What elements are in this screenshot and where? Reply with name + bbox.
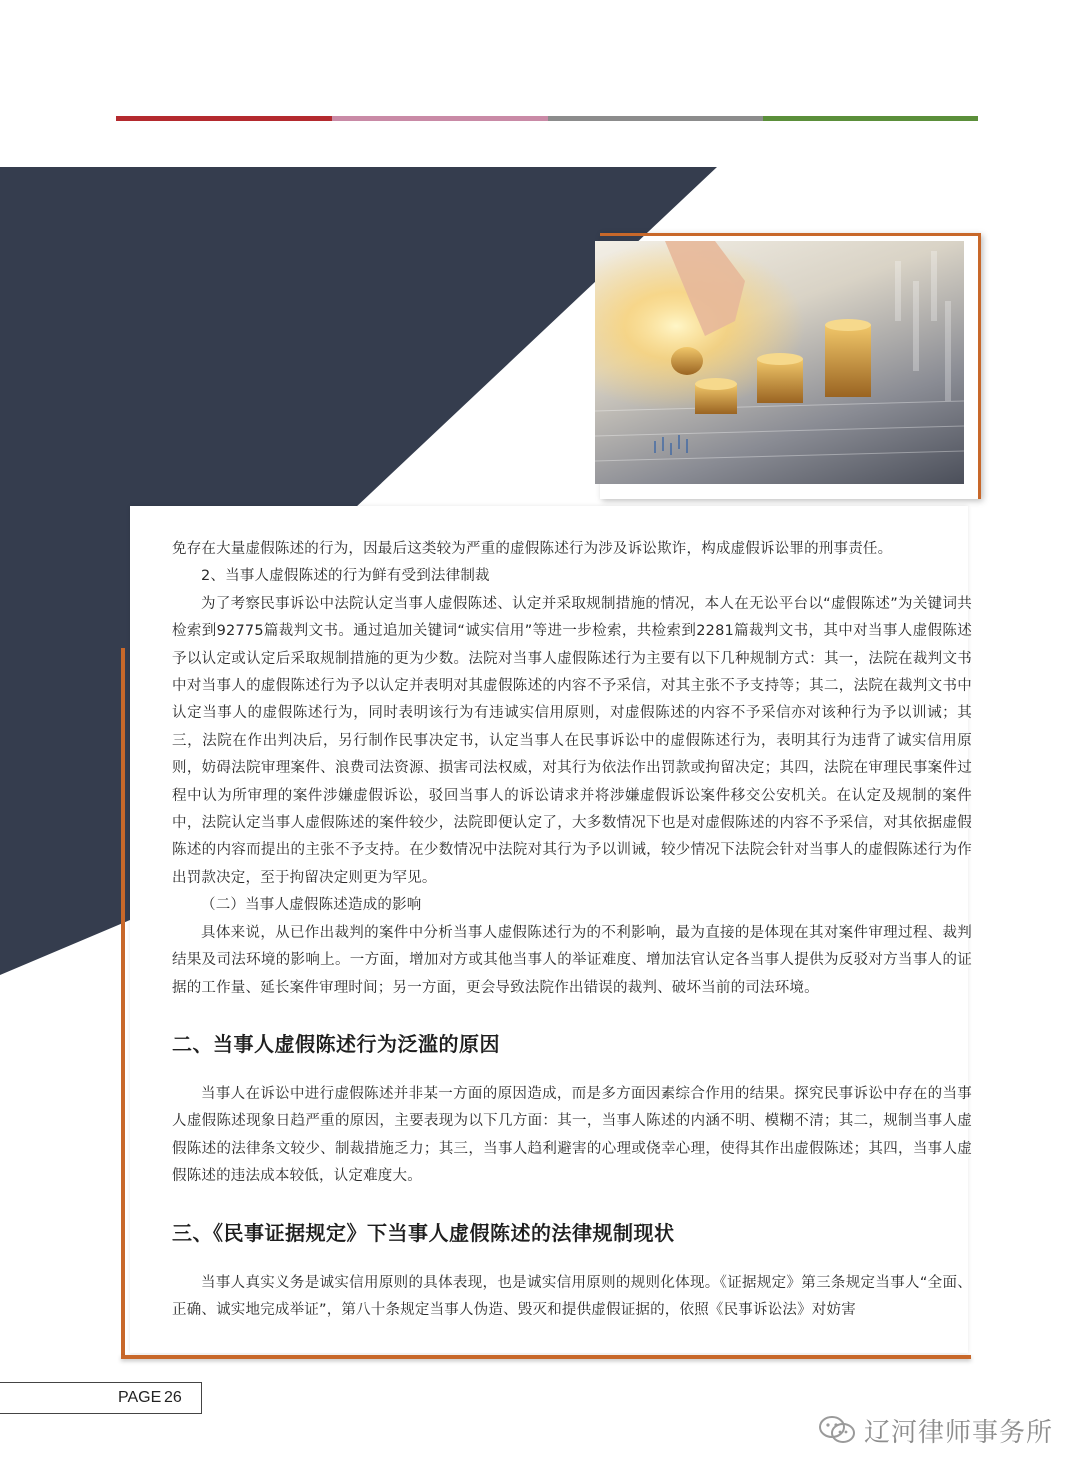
orange-accent-bottom <box>121 1355 971 1359</box>
paragraph-sanctions: 为了考察民事诉讼中法院认定当事人虚假陈述、认定并采取规制措施的情况，本人在无讼平台以“虚假陈述”为关键词共检索到92775篇裁判文书。通过追加关键词“诚实信用”等进一步检索，共检索到2281篇裁判文书，其中对当事人虚假陈述予以认定或认定后采取规制措施的更为少数。法院对当事人虚假陈述行为主要有以下几种规制方式：其一，法院在裁判文书中对当事人的虚假陈述行为予以认定并表明对其虚假陈述的内容不予采信，对其主张不予支持等；其二，法院在裁判文书中认定当事人的虚假陈述行为，同时表明该行为有违诚实信用原则，对虚假陈述的内容不予采信亦对该种行为予以训诫；其三，法院在作出判决后，另行制作民事决定书，认定当事人在民事诉讼中的虚假陈述行为，表明其行为违背了诚实信用原则，妨碍法院审理案件、浪费司法资源、损害司法权威，对其行为依法作出罚款或拘留决定；其四，法院在审理民事案件过程中认为所审理的案件涉嫌虚假诉讼，驳回当事人的诉讼请求并将涉嫌虚假诉讼案件移交公安机关。在认定及规制的案件中，法院认定当事人虚假陈述的案件较少，法院即便认定了，大多数情况下也是对虚假陈述的内容不予采信，对其依据虚假陈述的内容而提出的主张不予支持。在少数情况中法院对其行为予以训诫，较少情况下法院会针对当事人的虚假陈述行为作出罚款决定，至于拘留决定则更为罕见。 <box>172 595 972 886</box>
paragraph-continued: 免存在大量虚假陈述的行为，因最后这类较为严重的虚假陈述行为涉及诉讼欺诈，构成虚假诉讼罪的刑事责任。 <box>172 541 893 557</box>
section-title-causes: 二、当事人虚假陈述行为泛滥的原因 <box>172 1031 500 1056</box>
watermark <box>818 1410 1053 1450</box>
subheading-sanctions: 2、当事人虚假陈述的行为鲜有受到法律制裁 <box>201 568 490 585</box>
watermark-text: 辽河律师事务所 <box>864 1417 1054 1448</box>
paragraph-impact: 具体来说，从已作出裁判的案件中分析当事人虚假陈述行为的不利影响，最为直接的是体现在其对案件审理过程、裁判结果及司法环境的影响上。一方面，增加对方或其他当事人的举证难度、增加法官认定各当事人提供为反驳对方当事人的证据的工作量、延长案件审理时间；另一方面，更会导致法院作出错误的裁判、破坏当前的司法环境。 <box>172 924 972 996</box>
page-label: PAGE <box>118 1389 162 1406</box>
section-title-status: 三、《民事证据规定》下当事人虚假陈述的法律规制现状 <box>172 1220 675 1245</box>
wechat-icon <box>818 1415 856 1445</box>
article-body <box>172 536 972 1324</box>
subheading-impact: （二）当事人虚假陈述造成的影响 <box>201 897 422 914</box>
orange-accent-left <box>121 648 125 1358</box>
page-number: 26 <box>164 1389 182 1406</box>
page-number-box <box>0 1382 202 1414</box>
coins-photo <box>595 241 964 484</box>
paragraph-status: 当事人真实义务是诚实信用原则的具体表现，也是诚实信用原则的规则化体现。《证据规定》第三条规定当事人“全面、正确、诚实地完成举证”，第八十条规定当事人伪造、毁灭和提供虚假证据的，依照《民事诉讼法》对妨害 <box>172 1274 972 1318</box>
paragraph-causes: 当事人在诉讼中进行虚假陈述并非某一方面的原因造成，而是多方面因素综合作用的结果。探究民事诉讼中存在的当事人虚假陈述现象日趋严重的原因，主要表现为以下几方面：其一，当事人陈述的内涵不明、模糊不清；其二，规制当事人虚假陈述的法律条文较少、制裁措施乏力；其三，当事人趋利避害的心理或侥幸心理，使得其作出虚假陈述；其四，当事人虚假陈述的违法成本较低，认定难度大。 <box>172 1085 972 1185</box>
